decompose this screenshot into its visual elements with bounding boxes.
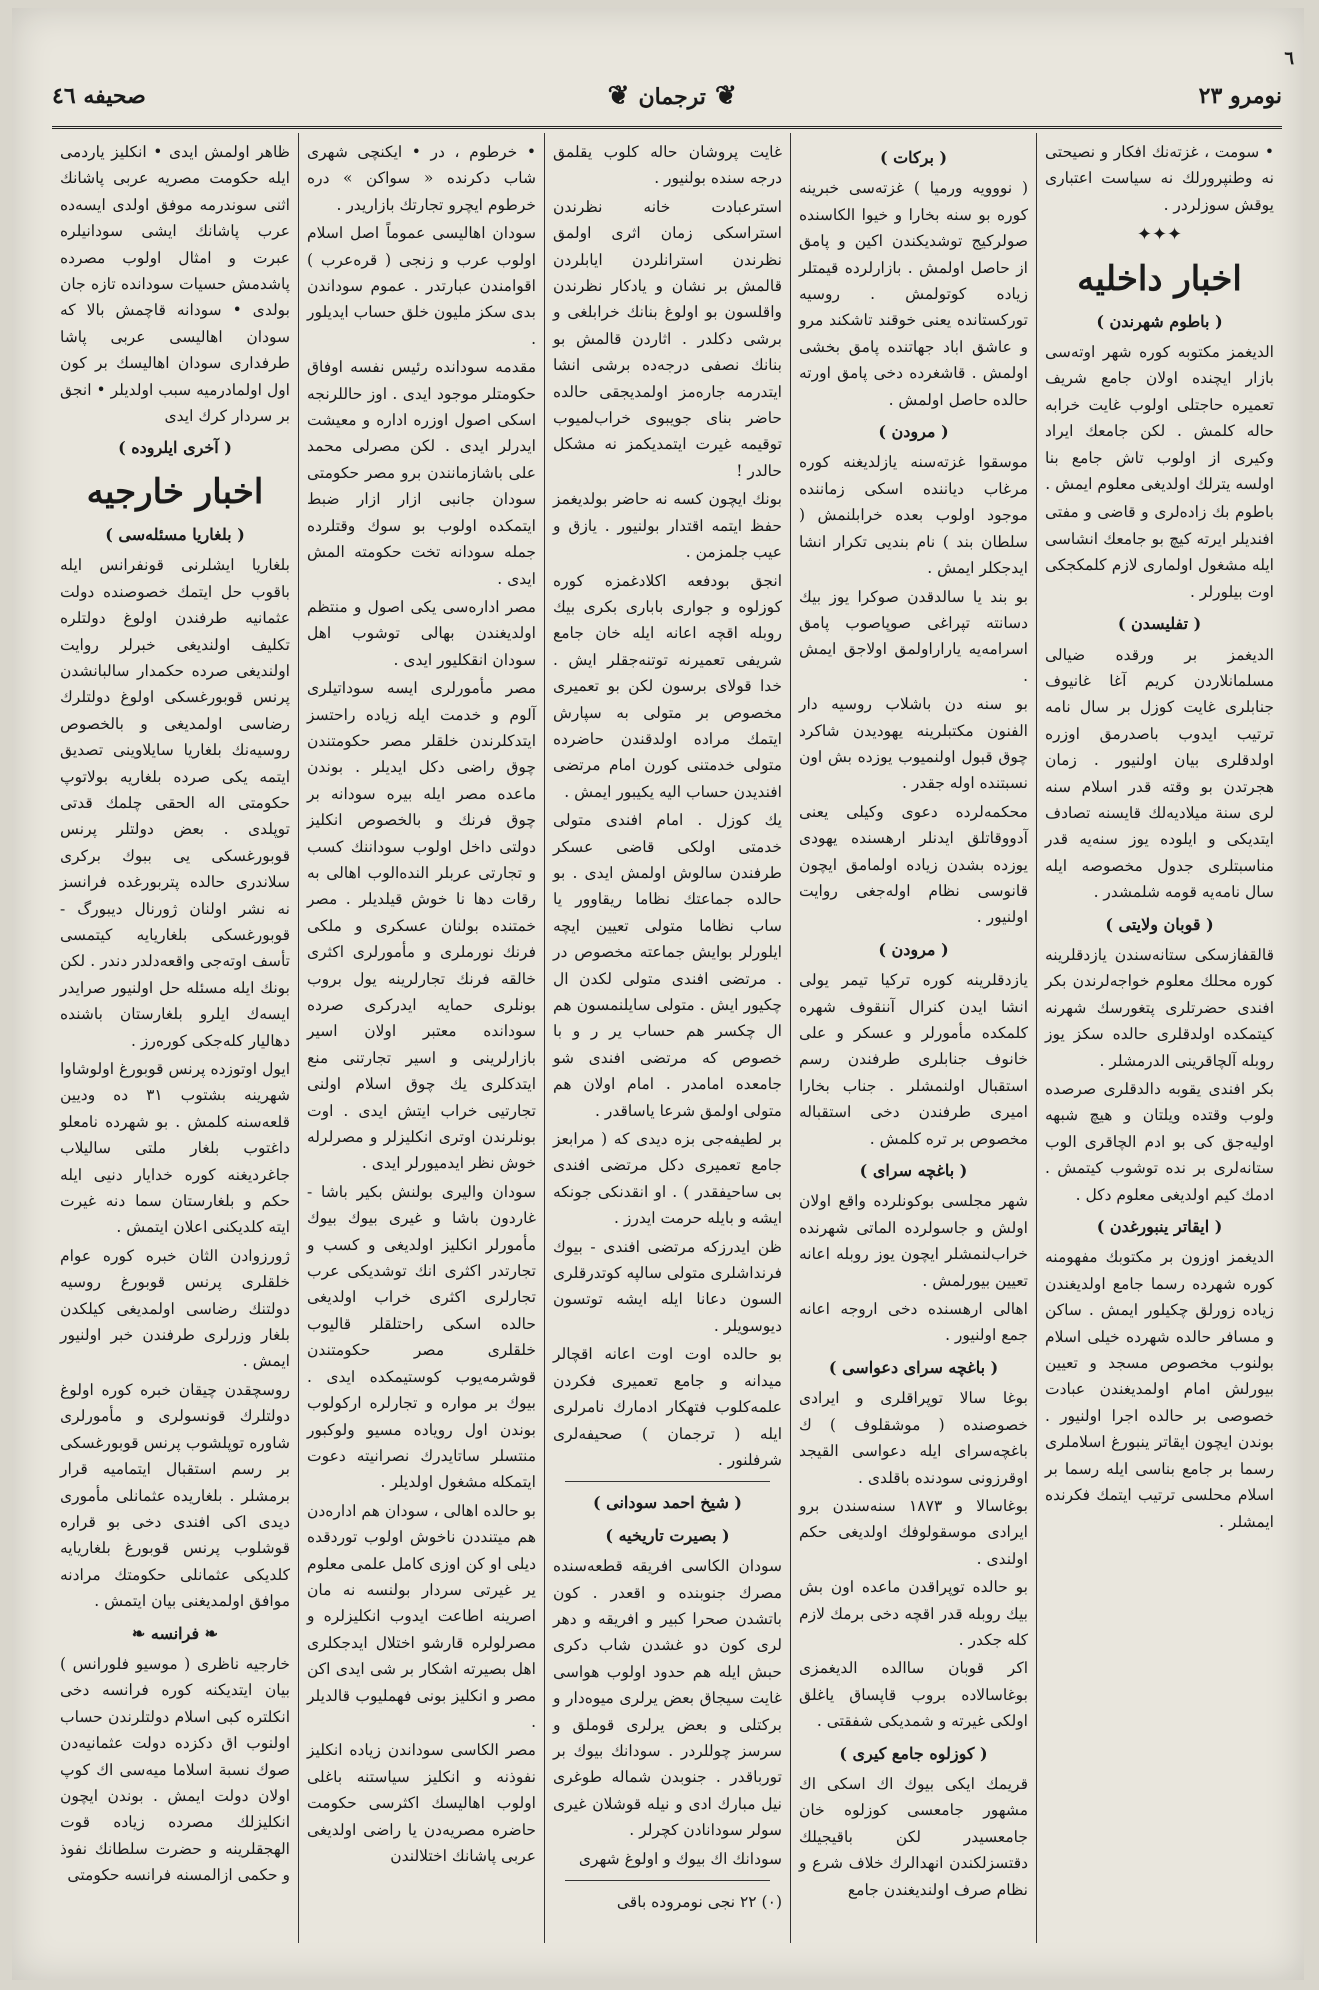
divider — [565, 1481, 770, 1482]
bahce-heading: ( باغچه سراى ) — [859, 1161, 968, 1181]
bulgaria-text-4: روسچقدن چيقان خبره كوره اولوغ دولتلرك قونسولرى و مأمورلرى شاوره توپلشوب پرنس قوبورغسكى بر رسم استقبال ايتماميه قرار برمشلر . بلغاريده عثمانلى مأمورى ديدى اكى افندى دخى بو قراره قوشلوب پرنس قوبورغ بلغاريايه كلديكى عثمانلى حكومتك مرادنه موافق اولمديغنى بيان ايتمش . — [60, 1380, 290, 1611]
tarikh-text: سودان الكاسى افريقه قطعه‌سنده مصرك جنوبنده و اقعدر . كون باتشدن صحرا كبير و افريقه و دهر لرى كون دو غشدن شاب دكرى حبش ايله هم حدود اولوب هواسى غايت سيجاق بعض يرلرى ميوه‌دار و بركتلى و بعض يرلرى قوملق و سرسز چوللردر . سودانك بيوك بر تورباقدر . جنوبدن شماله طوغرى نيل مبارك ادى و نيله قوشلان غيرى سولر سودانادن كچرلر . — [553, 1557, 782, 1840]
kuban-heading: ( قوبان ولايتى ) — [1105, 914, 1214, 934]
batum-heading: ( باطوم شهرندن ) — [1096, 311, 1223, 331]
footnote: (٠) ٢٢ نجى نومروده باقى — [616, 1893, 782, 1911]
bulgaria-text-2: ايول اوتوزده پرنس قوبورغ اولوشاوا شهرينه بشتوب ٣١ ده وديين قلعه‌سنه كلمش . بو شهرده نامعلو داغتوب بلغار ملتى ساليلاب جاغرديغنه كوره خدايار دنيى ايله حكم و بلغارستان سما دنه غيرت ايته كلديكنى اعلان ايتمش . — [60, 1060, 290, 1237]
russia-text: بو سنه دن باشلاب روسيه دار الفنون مكتبلرينه يهوديدن شاكرد چوق قبول اولنميوب يوزده بش اون نسبتنده اوله جقدر . — [799, 695, 1028, 793]
dava-text: بوغا سالا توپراقلرى و ايرادى خصوصنده ( موشقلوف ) ك باغچه‌سراى ايله دعواسى القيجد اوقرزونى سودنده باقلدى . — [799, 1389, 1028, 1487]
columns — [52, 133, 1282, 1943]
continued-note: ( آخرى ايلروده ) — [118, 438, 232, 458]
bahce-text-2: اهالى ارهسنده دخى اروجه اعانه جمع اولنيور . — [799, 1300, 1028, 1345]
column-4 — [298, 133, 544, 1943]
batum-text-2: باطوم بك زاده‌لرى و قاضى و مفتى افنديلر ايرته كيچ بو جامعك انشاسى ايله مشغول اولمارى لازم كلمكجكى اوت بيلورلر . — [1045, 503, 1274, 601]
col4-text-7: مصر الكاسى سوداندن زياده انكليز نفوذنه و انكليز سياستنه باغلى اولوب اهاليسك اكثرسى حكومت حاضره مصريه‌دن يا راضى اولديغى عربى پاشانك اختلالندن — [307, 1741, 536, 1865]
ikatr-text: الديغمز اوزون بر مكتوبك مفهومنه كوره شهرده رسما جامع اولديغندن زياده زورلق چكيلور ايمش . ساكن و مسافر حالده شهرده خيلى اسلام بولنوب مخصوص مسجد و تعيين بيورلش امام اولمديغندن عبادت خصوصى بر حالده اجرا اولنيور . بوندن ايچون ايقاتر ينبورغ اسلاملرى رسما بر جامع بناسى ايله رسما بر اسلام محلسى ترتيب ايتمك فكرنده ايمشلر . — [1045, 1248, 1274, 1531]
col4-top-text: • خرطوم ، در • ايكنچى شهرى شاب دكرنده « سواكن » دره خرطوم ايچرو تجارتك بازاريدر . — [307, 143, 536, 214]
col3-text-5: بر لطيفه‌جى بزه ديدى كه ( مرابعز جامع تعميرى دكل مرتضى افندى بى ساحيفقدر ) . او انقدنكى جونكه ايشه و بايله حرمت ايدرز . — [553, 1130, 782, 1228]
col4-text-1: سودان اهاليسى عموماً اصل اسلام اولوب عرب و زنجى ( قره‌عرب ) اقوامندن عبارتدر . عموم سوداندن بدى سكز مليون خلق حساب ايديلور . — [307, 224, 536, 348]
dava-text-4: اكر قوبان ساالده الديغمزى بوغاسالاده بروب قاپساق ياغلق اولكى غيرته و شمديكى شفقتى . — [799, 1659, 1028, 1731]
france-text: خارجيه ناظرى ( موسيو فلورانس ) بيان ايتديكنه كوره فرانسه دخى انكلتره كبى اسلام دولتلرندن حساب اولنوب اق دكزده دولت عثمانيه‌دن صوك نسبة اسلاما ميەسى اك كوپ اولان دولت ايمش . بوندن ايچون انكليزلك مصرده زياده قوت الهجقلرينه و حضرت سلطانك نفوذ و حكمى ازالمسنه فرانسه حكومتى — [60, 1654, 290, 1885]
dava-text-3: بو حالده توپراقدن ماعده اون بش بيك روبله قدر اقچه دخى برمك لازم كله جكدر . — [799, 1578, 1028, 1649]
marv2-heading: ( مرودن ) — [878, 939, 949, 959]
col4-text-5: سودان واليرى بولنش بكير باشا - غاردون باشا و غيرى بيوك بيوك مأمورلر انكليز اولديغى و كسب و تجارتدر اكثرى انك توشديكى عرب تجارلرى اكثرى خراب اولديغى حالده اسكى راحتلقلر قاليوب خلقلرى مصر حكومتندن قوشرمه‌يوب كوستيمكده ايدى . بيوك بر مواره و تجارلره اركولوب بوندن اول روياده مسيو ولوكبور منتسلر ساتايدرك نصرانيته دعوت ايتمكله مشغول اولديلر . — [307, 1182, 536, 1492]
col3-text-6: ظن ايدرزكه مرتضى افندى - بيوك فرنداشلرى متولى سالپه كوتدرقلرى السون دعانا ايله ايشه توتسون ديوسويلر . — [553, 1237, 782, 1335]
barakat-text: ( نووويه ورميا ) غزته‌سى خبرينه كوره بو سنه بخارا و خيوا الكاسنده صولركيج توشديكندن اكين و پامق از حاصل اولمش . بازارلرده قيمتلر زياده كوتولمش . روسيه توركستانده يعنى خوقند تاشكند مرو و عاشق اباد جهاتنده پامق بخشى اولمش . قاشغرده دخى پامق اورته حالده حاصل اولمش . — [799, 179, 1028, 409]
footnote-divider — [565, 1880, 770, 1881]
intro-text: • سومت ، غزته‌نك افكار و نصيحتى نه وطنپرورلك نه سياست اعتبارى يوقش سوزلردر . — [1045, 143, 1274, 214]
marv2-text: يازدقلرينه كوره تركيا تيمر يولى انشا ايدن كنرال آننقوف شهره كلمكده مأمورلر و عسكر و على خانوف جنابلرى طرفندن رسم استقبال اولنمشلر . جناب بخارا اميرى طرفندن دخى استقباله مخصوص بر تره كلمش . — [799, 971, 1028, 1148]
col4-text-4: مصر مأمورلرى ايسه سوداتيلرى آلوم و خدمت ايله زياده راحتسز ايتدكلرندن خلقلر مصر حكومتندن چوق راضى دكل ايديلر . بوندن ماعده مصر ايله بيره سودانه بر چوق فرنك و بالخصوص انكليز دولتى داخل اولوب سوداننك كسب و تجارتى عربلر النده‌الوب اهالى به رقات دها نا خوش قيلديلر . مصر خمتنده بولنان عسكرى و ملكى فرنك نورملرى و مأمورلرى اكثرى خالقه فرنك تجارلرينه يول بروب بونلرى حمايه ايدركرى صرده سودانده معتبر اولان اسير بازارلرينى و اسير تجارتنى منع ايتدكلرى يك چوق اسلام اولنى تجارتيى خراب ايتش ايدى . اوت بونلرندن اوترى انكليزلر و مصرلرله خوش نظر ايدميورلر ايدى . — [307, 679, 536, 1173]
page-edge-mark: ٦ — [1284, 48, 1294, 69]
bulgaria-text-3: ژورزوادن الثان خبره كوره عوام خلقلرى پرنس قوبورغ روسيه دولتنك رضاسى اولمديغى كيلكدن بلغار وزرلرى طرفندن خبر اولنيور ايمش . — [60, 1246, 290, 1371]
column-2 — [790, 133, 1036, 1943]
tiflis-text: الديغمز بر ورقده ضيالى مسلمانلاردن كريم آغا غانيوف جنابلرى غايت كوزل بر سال نامه ترتيب ايدوب باصدرمق اوزره اولدقلرى بيان اولنيور . زمان هجرتدن بو وقته قدر اسلام سنه لرى سنة ميلاديه‌لك قايسنه تصادف ايتديكى و ايلوده يوز سنه‌يه قدر مناسبتلرى جدول مخصوصه ايله سال نامه‌يه قومه شلمشدر . — [1045, 645, 1274, 902]
sheikh-heading: ( شيخ احمد سودانى ) — [593, 1493, 742, 1513]
title-text: ترجمان — [638, 84, 706, 110]
masthead — [52, 66, 1282, 129]
column-1 — [1036, 133, 1282, 1943]
col4-text-2: مقدمه سودانده رئيس نفسه اوفاق حكومتلر موجود ايدى . اوز حاللرنجه اسكى اصول اوزره اداره و معيشت ايدرلر ايدى . لكن مصرلى محمد على باشازمانندن برو مصر حكومتى سودان جانبى ازار ازار ضبط ايتمكده اولوب بو سوك وقتلرده جمله سودانه تخت حكومته المش ايدى . — [307, 358, 536, 588]
col4-text-6: بو حالده اهالى ، سودان هم ادارەدن هم ميتنددن ناخوش اولوب توردقده ديلى او كن اوزى كامل علمى معلوم ير غيرتى سردار بولنسه نه مان اصرينه اطاعت ايدوب انكليزلره و مصرلولره قارشو اختلال ايدجكلرى اهل بصيرته اشكار بر شى ايدى اكن مصر و انكليز بونى فهمليوب قالديلر . — [307, 1501, 536, 1731]
col3-text-7: بو حالده اوت اوت اعانه اقچالر ميدانه و جامع تعميرى فكردن علمه‌كلوب فتهكار ادمارك نامرلرى ايله ( ترجمان ) صحيفه‌لرى شرفلنور . — [553, 1345, 782, 1469]
marv-text: موسقوا غزته‌سنه يازلديغنه كوره مرغاب دياننده اسكى زماننده موجود اولوب بعده خرابلنمش ( سلطان بند ) نام بنديى تكرار انشا ايدجكلر ايمش . — [799, 453, 1028, 578]
domestic-news-title: اخبار داخليه — [1077, 258, 1242, 299]
kuban-text-2: بكر افندى يقوبه دالدقلرى صرصده ولوب وقتده ويلتان و هيچ شبهه اوليه‌جق كى بو ادم الچاقرى الوب ستانه‌لرى بر نده توشوب كيتمش . ادمك كيم اولديغى معلوم دكل . — [1045, 1080, 1274, 1204]
france-heading: ❧ فرانسه ❧ — [131, 1623, 219, 1643]
marv-heading: ( مرودن ) — [878, 422, 949, 442]
col3-top-text: غايت پروشان حاله كلوب يقلمق درجه سنده بولنيور . — [553, 143, 782, 188]
tarikh-heading: ( بصيرت تاريخيه ) — [605, 1525, 730, 1545]
column-5 — [52, 133, 298, 1943]
col3-text-1: استرعبادت خانه نظرندن استراسكى زمان اثرى اولمق نظرندن استرانلردن ايابلردن قالمش بر نشان و يادكار نظرندن واقلسون بو اولوغ بنانك خرابلغى و برشى دكلدر . اثاردن قالمش بو بنانك نصفى درجه‌ده برشى انشا ايتدرمه جاره‌مز اولمديجقى حالده حاضر بناى جويبوى خراب‌لميوب توقيمه غيرت ايتمديكمز نه مشكل حالدر ! — [553, 197, 782, 480]
court-text: محكمه‌لرده دعوى وكيلى يعنى آدووقاتلق ايدنلر ارهسنده يهودى يوزده بشدن زياده اولمامق ايچون قانوسى نظام اوله‌جغى روايت اولنيور . — [799, 802, 1028, 927]
foreign-news-title: اخبار خارجيه — [86, 471, 264, 512]
col5-top-text: ظاهر اولمش ايدى • انكليز ياردمى ايله حكومت مصريه عربى پاشانك اثنى سوندرمه موفق اولدى ايسه‌ده عرب پاشانك ايشى سودانيلره عبرت و امثال اولوب مصرده پاشدمش حسيات سودانده تازه جان بولدى • سودانه قاچمش بالا كه سودان اهاليسى عربى پاشا طرفدارى سودان اهاليسك بر كون اول اولمادرميه سبب اولديلر • انجق بر سردار كرك ايدى — [60, 143, 290, 426]
ikatr-heading: ( ايقاتر ينبورغدن ) — [1096, 1217, 1223, 1237]
bulgaria-heading: ( بلغاريا مسئله‌سى ) — [105, 524, 245, 544]
kozlu-heading: ( كوزلوه جامع كيرى ) — [839, 1743, 988, 1763]
tiflis-heading: ( تفليسدن ) — [1117, 614, 1202, 634]
bahce-text: شهر مجلسى بوكونلرده واقع اولان اولش و جاسولرده الماتى شهرنده خراب‌لنمشلر ايچون يوز روبله اعانه تعيين بيورلمش . — [799, 1192, 1028, 1290]
batum-text: الديغمز مكتوبه كوره شهر اوته‌سى بازار ايچنده اولان جامع شريف تعميره حاجتلى اولوب غايت خرابه حاله كلمش . لكن جامعك ايراد وكيرى از اولوب تاش جامع بنا اولسه يترلك اولديغى معلوم ايمش . — [1045, 343, 1274, 494]
tarikh-text-2: سودانك اك بيوك و اولوغ شهرى — [578, 1849, 782, 1868]
bulgaria-text: بلغاريا ايشلرنى قونفرانس ايله باقوب حل ايتمك خصوصنده دولت عثمانيه طرفندن اولوغ دولتلره تكليف اولنديغى خبرلر روايت اولنديغى صرده حكمدار سالبانشدن پرنس قوبورغسكى اولوغ دولتلرك رضاسى اولمديغى و بالخصوص روسيه‌نك بلغاريا سايلاوينى تصديق ايتمه يكى صرده بلغاريه بولاتوپ حكومتى اله الحقى چلمك قدتى توپلدى . بعض دولتلر پرنس قوبورغسكى يى ببوك بركرى سلاندرى حالده پتربورغده فرانسز نه نشر اولنان ژورنال ديبورگ - قوبورغسكى بلغاريايه كيتمسى تأسف اوته‌جى واقعه‌دلدر دندر . لكن بونك ايله مسئله حل اولنيور صرايدر ايسه‌ك ايلرو بلغارستان باشنده دهاليار كله‌جكى كورەرز . — [60, 556, 290, 1050]
france-heading-text: فرانسه — [150, 1623, 200, 1643]
col3-text-2: بونك ايچون كسه نه حاضر بولديغمز حفظ ايتمه اقتدار بولنيور . يازق و عيب جلمزمن . — [553, 490, 782, 562]
barakat-heading: ( بركات ) — [879, 148, 948, 167]
dava-heading: ( باغچه سراى دعواسى ) — [828, 1357, 999, 1377]
newspaper-title: ❦ ترجمان ❦ — [607, 81, 737, 111]
column-3 — [544, 133, 790, 1943]
kuban-text: قالقفازسكى ستانه‌سندن يازدقلرينه كوره محلك معلوم خواجه‌لرندن بكر افندى حضرتلرى پتغورسك شهرنه كيتمكده اولدقلرى حالده سكز يوز روبله آلچاقرينى الدرمشلر . — [1045, 945, 1274, 1070]
newspaper-page — [12, 8, 1304, 1980]
col4-text-3: مصر اداره‌سى يكى اصول و منتظم اولديغندن بهالى توشوب اهل سودان انقكليور ايدى . — [307, 597, 536, 669]
ornament: ✦✦✦ — [1136, 224, 1183, 246]
col3-text-3: انجق بودفعه اكلادغمزه كوره كوزلوه و جوارى بابارى بكرى بيك روبله اقچه اعانه ايله خان جامع شريفى تعميرنه توتنه‌جقلر ايش . خدا قولاى برسون لكن بو تعميرى مخصوص بر متولى به سپارش ايتمك مراده اولدقندن حاضرده متولى خدمتنى كورن امام مرتضى افنديدن حساب اليه يكيبور ايمش . — [553, 571, 782, 801]
col3-text-4: يك كوزل . امام افندى متولى خدمتى اولكى قاضى عسكر طرفندن سالوش اولمش ايدى . بو حالده جماعتك نظاما ريقاوور يا ساب نظاما متولى تعيين ايچه ايلورلر بوايش جماعته مخصوص در . مرتضى افندى متولى لكدن ال چكيور ايش . متولى سايلنمسون هم ال چكسر هم حساب ير ر و با خصوص كه مرتضى افندى شو جامعده امامدر . امام اولان هم متولى اولمق شرعا ياساقدر . — [553, 811, 782, 1120]
dava-text-2: بوغاسالا و ١٨٧٣ سنه‌سندن برو ايرادى موسقولوفك اولديغى حكم اولندى . — [799, 1496, 1028, 1568]
page-number: صحيفه ٤٦ — [52, 83, 146, 109]
kozlu-text: قريمك ايكى بيوك اك اسكى اك مشهور جامعسى كوزلوه خان جامعسيدر لكن باقيجيلك دقتسزلكندن انهدالرك خلاف شرع و نظام صرف اولنديغندن جامع — [799, 1774, 1028, 1899]
marv-text-2: بو بند يا سالدقدن صوكرا يوز بيك دسانته تپراغى صوپاصوب پامق اسرامه‌يه ياراراولمق اولاجق ايمش . — [799, 587, 1028, 685]
issue-number: نومرو ٢٣ — [1198, 83, 1282, 109]
